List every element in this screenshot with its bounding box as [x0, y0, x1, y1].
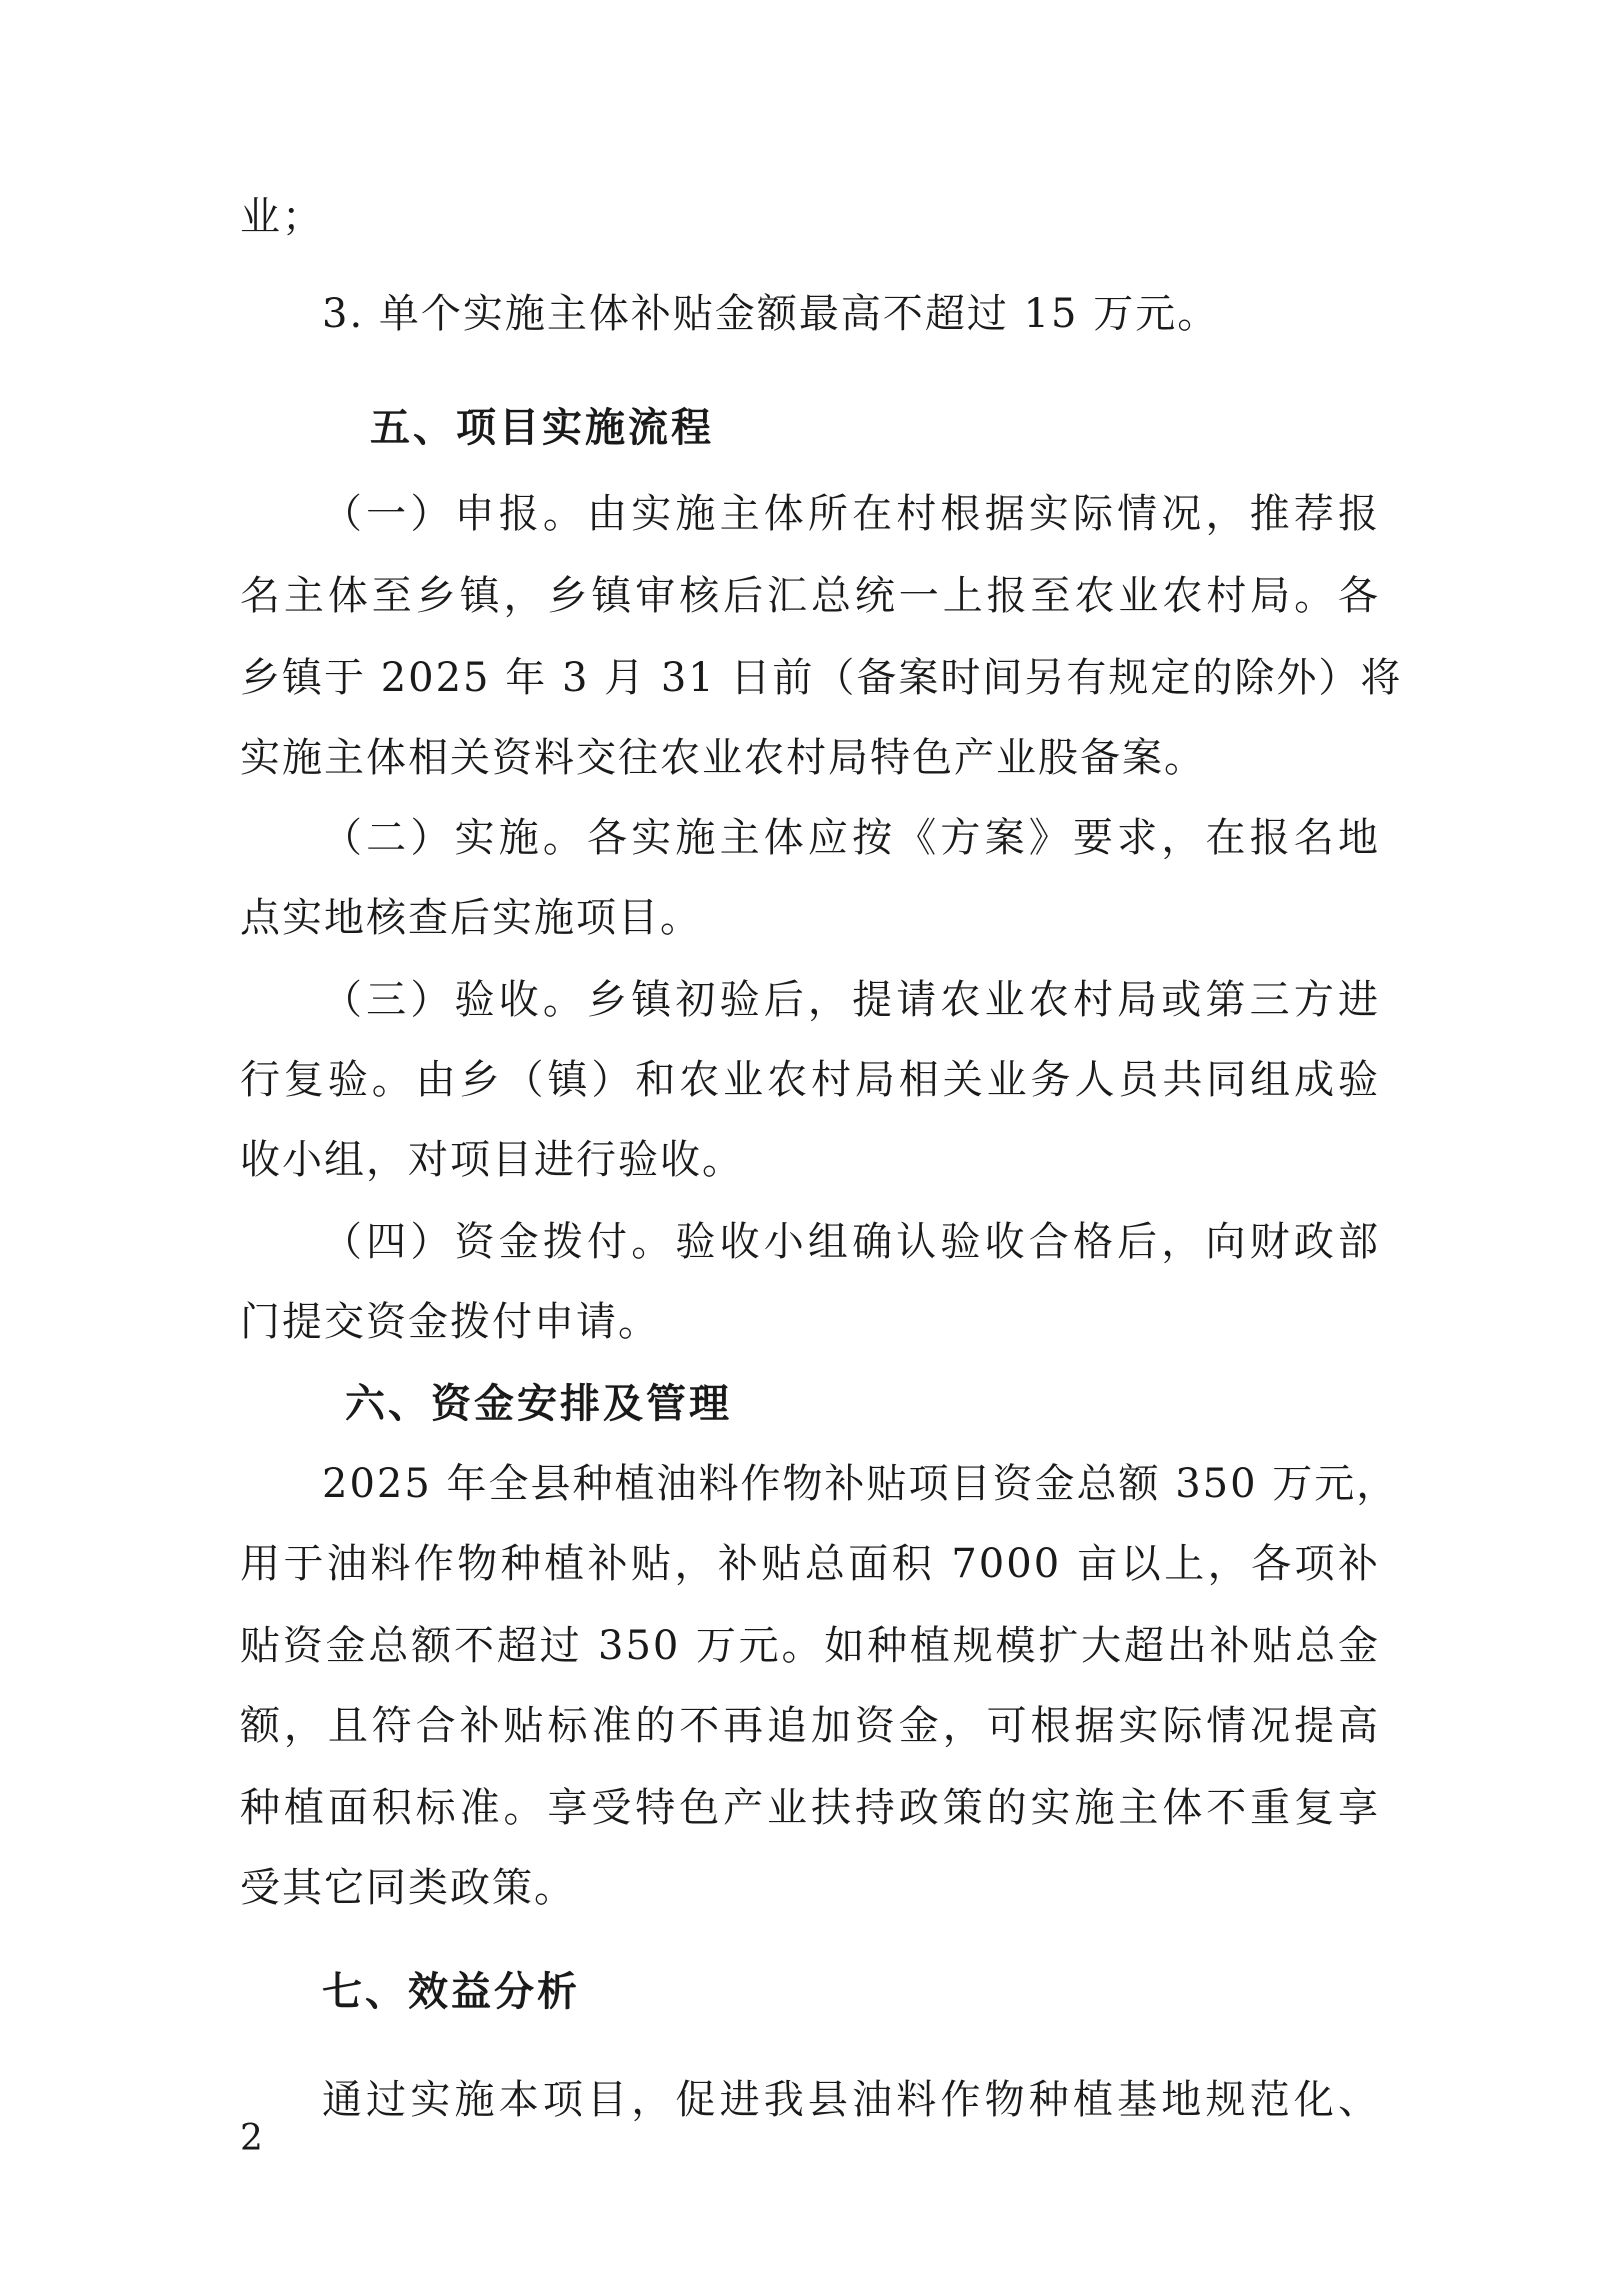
text-line: 名主体至乡镇，乡镇审核后汇总统一上报至农业农村局。各 — [240, 573, 1380, 619]
text-line: （一）申报。由实施主体所在村根据实际情况，推荐报 — [322, 491, 1380, 537]
text-line: 点实地核查后实施项目。 — [240, 895, 702, 941]
text-line: 2025 年全县种植油料作物补贴项目资金总额 350 万元， — [322, 1461, 1399, 1507]
text-line: 通过实施本项目，促进我县油料作物种植基地规范化、 — [322, 2077, 1380, 2123]
section-heading: 五、项目实施流程 — [370, 405, 714, 451]
text-line: 受其它同类政策。 — [240, 1865, 576, 1911]
page-number: 2 — [240, 2118, 263, 2159]
text-line: 行复验。由乡（镇）和农业农村局相关业务人员共同组成验 — [240, 1057, 1380, 1103]
text-line: （四）资金拨付。验收小组确认验收合格后，向财政部 — [322, 1219, 1380, 1265]
text-line: 种植面积标准。享受特色产业扶持政策的实施主体不重复享 — [240, 1785, 1380, 1831]
text-line: 实施主体相关资料交往农业农村局特色产业股备案。 — [240, 735, 1206, 781]
text-line: 额，且符合补贴标准的不再追加资金，可根据实际情况提高 — [240, 1703, 1380, 1749]
text-line: （二）实施。各实施主体应按《方案》要求，在报名地 — [322, 815, 1380, 861]
text-line: 门提交资金拨付申请。 — [240, 1299, 660, 1345]
text-line: 业； — [240, 194, 324, 240]
text-line: 贴资金总额不超过 350 万元。如种植规模扩大超出补贴总金 — [240, 1623, 1380, 1669]
text-line: 3. 单个实施主体补贴金额最高不超过 15 万元。 — [322, 291, 1220, 337]
text-line: （三）验收。乡镇初验后，提请农业农村局或第三方进 — [322, 977, 1380, 1023]
section-heading: 七、效益分析 — [322, 1969, 580, 2015]
text-line: 收小组，对项目进行验收。 — [240, 1137, 744, 1183]
text-line: 乡镇于 2025 年 3 月 31 日前（备案时间另有规定的除外）将 — [240, 655, 1403, 701]
text-line: 用于油料作物种植补贴，补贴总面积 7000 亩以上，各项补 — [240, 1541, 1380, 1587]
section-heading: 六、资金安排及管理 — [345, 1381, 732, 1427]
